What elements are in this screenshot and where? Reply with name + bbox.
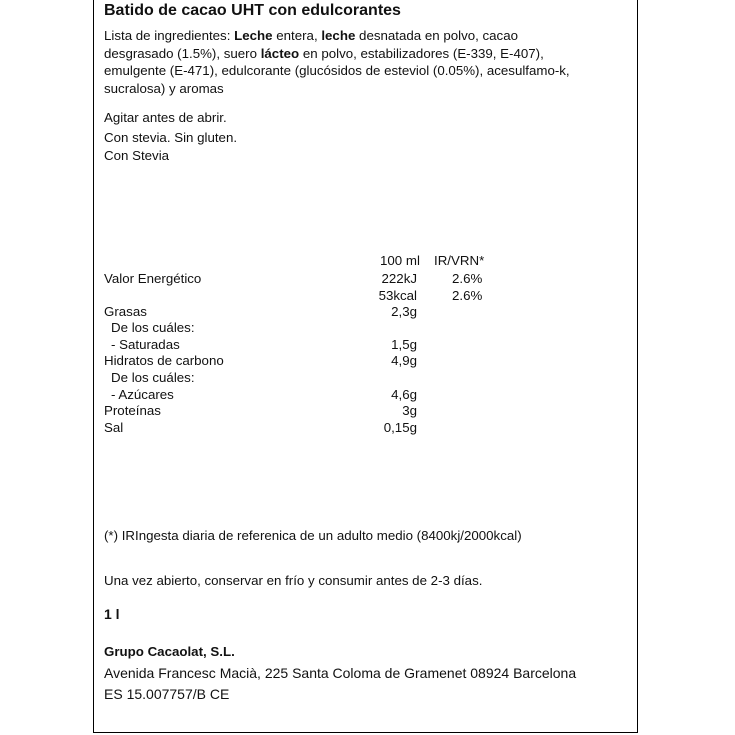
energy-kj-percent: 2.6% <box>452 271 483 286</box>
ingredients-text-1: entera, <box>272 28 322 43</box>
note-shake: Agitar antes de abrir. <box>104 110 227 125</box>
company-registration: ES 15.007757/B CE <box>104 686 230 702</box>
nutrient-label-fat: Grasas <box>104 304 147 319</box>
company-address: Avenida Francesc Macià, 225 Santa Coloma de Gramenet 08924 Barcelona <box>104 665 577 681</box>
nutrient-label-fat-sub: De los cuáles: <box>111 320 195 335</box>
energy-kcal-value: 53kcal <box>378 288 417 303</box>
company-name: Grupo Cacaolat, S.L. <box>104 644 235 659</box>
nutrient-value-carbs: 4,9g <box>391 353 417 368</box>
ingredient-bold-leche: Leche <box>234 28 273 43</box>
nutrition-header-ir: IR/VRN* <box>434 253 485 268</box>
nutrient-value-protein: 3g <box>402 403 417 418</box>
ingredients-list <box>104 27 584 97</box>
ingredients-prefix: Lista de ingredientes: <box>104 28 235 43</box>
nutrient-label-carbs-sub: De los cuáles: <box>111 370 195 385</box>
ingredients-text-3: en polvo, estabilizadores (E-339, E-407), emulgente (E-471), edulcorante (glucósidos de esteviol (0.05%), acesulfamo-k, sucralosa) y aromas <box>104 45 570 96</box>
nutrient-label-carbs: Hidratos de carbono <box>104 353 224 368</box>
note-stevia-gluten: Con stevia. Sin gluten. <box>104 130 238 145</box>
nutrient-value-fat: 2,3g <box>391 304 417 319</box>
reference-footnote: (*) IRIngesta diaria de referenica de un adulto medio (8400kj/2000kcal) <box>104 528 522 543</box>
note-stevia: Con Stevia <box>104 148 170 163</box>
volume-label: 1 l <box>104 606 120 622</box>
nutrient-label-sugars: - Azúcares <box>111 387 174 402</box>
energy-label: Valor Energético <box>104 271 202 286</box>
nutrient-value-salt: 0,15g <box>383 420 417 435</box>
energy-kj-value: 222kJ <box>381 271 417 286</box>
ingredient-bold-leche-2: leche <box>321 28 356 43</box>
nutrient-value-saturated: 1,5g <box>391 337 417 352</box>
product-title: Batido de cacao UHT con edulcorantes <box>104 2 401 19</box>
ingredients-text-2: desnatada en polvo, cacao desgrasado (1.5%), suero <box>104 28 518 61</box>
nutrient-label-saturated: - Saturadas <box>111 337 180 352</box>
nutrient-label-protein: Proteínas <box>104 403 161 418</box>
nutrient-label-salt: Sal <box>104 420 124 435</box>
nutrition-header-100ml: 100 ml <box>380 253 420 268</box>
ingredient-bold-lacteo: lácteo <box>260 45 300 61</box>
energy-kcal-percent: 2.6% <box>452 288 483 303</box>
storage-instructions: Una vez abierto, conservar en frío y consumir antes de 2-3 días. <box>104 573 483 588</box>
nutrient-value-sugars: 4,6g <box>391 387 417 402</box>
